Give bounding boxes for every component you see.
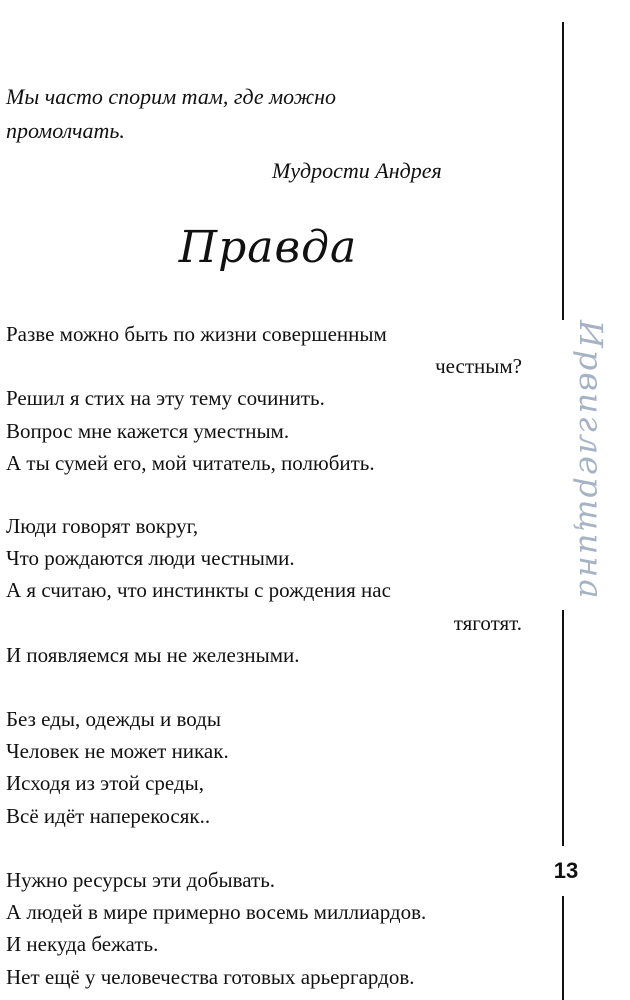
poem-line: А я считаю, что инстинкты с рождения нас: [6, 578, 391, 603]
stanza: [6, 510, 522, 671]
vertical-rule: [562, 22, 564, 320]
poem-line: тяготят.: [453, 610, 522, 635]
poem-line: честным?: [435, 354, 522, 379]
epigraph: [6, 80, 426, 148]
page-number: 13: [553, 858, 579, 883]
stanza: [6, 318, 522, 479]
poem-line: Нет ещё у человечества готовых арьергардов.: [6, 964, 415, 989]
epigraph-line: промолчать.: [6, 118, 125, 143]
stanza: [6, 703, 522, 832]
poem-line: Вопрос мне кажется уместным.: [6, 418, 290, 443]
poem-line: Всё идёт наперекосяк..: [6, 803, 211, 828]
stanza: [6, 864, 522, 993]
side-title: Ирвиглерщина: [572, 319, 610, 601]
poem-line: Решил я стих на эту тему сочинить.: [6, 386, 325, 411]
poem-line: Разве можно быть по жизни совершенным: [6, 322, 387, 346]
epigraph-line: Мы часто спорим там, где можно: [6, 84, 336, 109]
poem-line: Без еды, одежды и воды: [6, 707, 221, 731]
poem-line: Исходя из этой среды,: [6, 771, 204, 796]
vertical-rule: [562, 610, 564, 846]
poem-line: И появляемся мы не железными.: [6, 642, 300, 667]
epigraph-author: Мудрости Андрея: [272, 158, 442, 183]
poem-line: И некуда бежать.: [6, 932, 159, 957]
poem-line: Люди говорят вокруг,: [6, 514, 199, 538]
poem-title: Правда: [178, 222, 358, 273]
poem-line: Что рождаются люди честными.: [6, 546, 295, 571]
poem-line: А ты сумей его, мой читатель, полюбить.: [6, 450, 375, 475]
poem-line: А людей в мире примерно восемь миллиардов.: [6, 900, 427, 925]
vertical-rule: [562, 896, 564, 1000]
poem-line: Человек не может никак.: [6, 739, 229, 764]
poem-line: Нужно ресурсы эти добывать.: [6, 868, 276, 892]
